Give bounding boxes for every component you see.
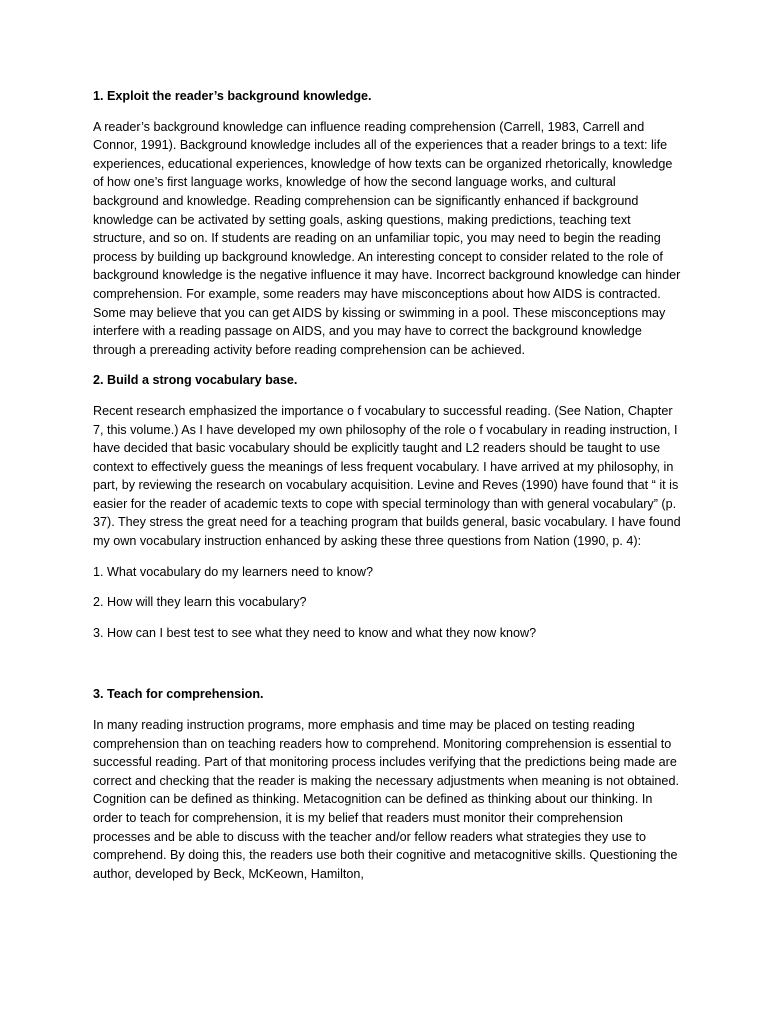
section-2-paragraph: Recent research emphasized the importance o f vocabulary to successful reading. (See Nation, Chapter 7, this volume.) As I have developed my own philosophy of the role o f vocabulary in reading instruction, I have decided that basic vocabulary should be explicitly taught and L2 readers should be taught to use context to effectively guess the meanings of less frequent vocabulary. I have arrived at my philosophy, in part, by reviewing the research on vocabulary acquisition. Levine and Reves (1990) have found that “ it is easier for the reader of academic texts to cope with special terminology than with general vocabulary” (p. 37). They stress the great need for a teaching program that builds general, basic vocabulary. I have found my own vocabulary instruction enhanced by asking these three questions from Nation (1990, p. 4): bbox=[93, 403, 681, 549]
document-page bbox=[93, 87, 683, 895]
blank-space bbox=[93, 654, 683, 685]
section-3-heading: 3. Teach for comprehension. bbox=[93, 687, 264, 702]
section-2-heading: 2. Build a strong vocabulary base. bbox=[93, 373, 298, 388]
section-3-paragraph: In many reading instruction programs, more emphasis and time may be placed on testing reading comprehension than on teaching readers how to comprehend. Monitoring comprehension is essential to successful reading. Part of that monitoring process includes verifying that the predictions being made are correct and checking that the reader is making the necessary adjustments when meaning is not obtained. Cognition can be defined as thinking. Metacognition can be defined as thinking about our thinking. In order to teach for comprehension, it is my belief that readers must monitor their comprehension processes and be able to discuss with the teacher and/or fellow readers what strategies they use to comprehend. By doing this, the readers use both their cognitive and metacognitive skills. Questioning the author, developed by Beck, McKeown, Hamilton, bbox=[93, 718, 679, 881]
question-3: 3. How can I best test to see what they need to know and what they now know? bbox=[93, 625, 537, 640]
section-1-paragraph: A reader’s background knowledge can influence reading comprehension (Carrell, 1983, Carrell and Connor, 1991). Background knowledge includes all of the experiences that a reader brings to a text: life experiences, educational experiences, knowledge of how texts can be organized rhetorically, knowledge of how one’s first language works, knowledge of how the second language works, and cultural background and knowledge. Reading comprehension can be significantly enhanced if background knowledge can be activated by setting goals, asking questions, making predictions, teaching text structure, and so on. If students are reading on an unfamiliar topic, you may need to begin the reading process by building up background knowledge. An interesting concept to consider related to the role of background knowledge is the negative influence it may have. Incorrect background knowledge can hinder comprehension. For example, some readers may have misconceptions about how AIDS is contracted. Some may believe that you can get AIDS by kissing or swimming in a pool. These misconceptions may interfere with a reading passage on AIDS, and you may have to correct the background knowledge through a prereading activity before reading comprehension can be achieved. bbox=[93, 119, 681, 357]
question-2: 2. How will they learn this vocabulary? bbox=[93, 595, 307, 610]
question-1: 1. What vocabulary do my learners need to know? bbox=[93, 564, 374, 579]
section-1-heading: 1. Exploit the reader’s background knowledge. bbox=[93, 89, 372, 103]
